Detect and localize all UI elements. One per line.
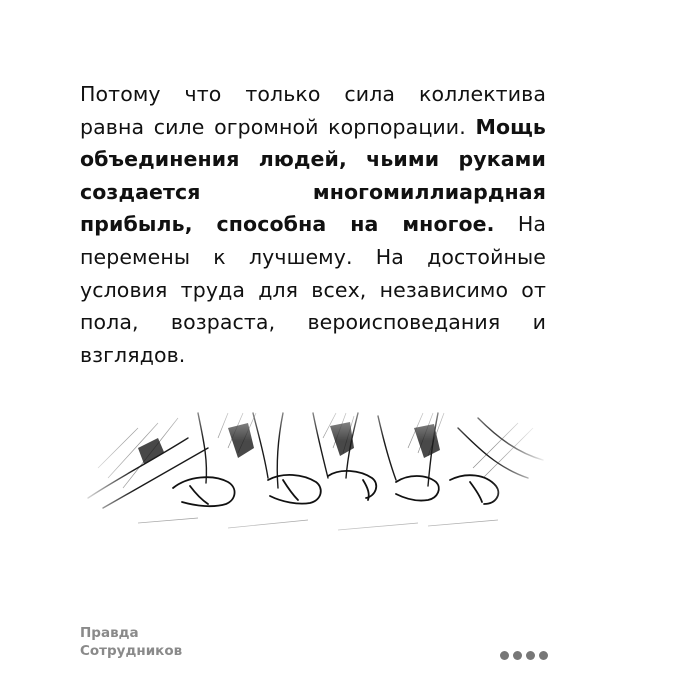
body-text-part2: На перемены к лучшему. На достойные условия труда для всех, независимо от пола, возраста, вероисповедания и взглядов. (80, 212, 546, 367)
pagination-dot (526, 651, 535, 660)
body-text-part1: Потому что только сила коллектива равна силе огромной корпорации. (80, 82, 546, 139)
pagination-dots (500, 651, 548, 660)
brand-line1: Правда (80, 625, 139, 641)
pagination-dot (500, 651, 509, 660)
brand-logo-text (80, 624, 182, 660)
pagination-dot (513, 651, 522, 660)
brand-line2: Сотрудников (80, 643, 183, 659)
hands-sketch-illustration (78, 408, 548, 540)
pagination-dot (539, 651, 548, 660)
body-text (80, 78, 546, 371)
body-text-bold: Мощь объединения людей, чьими руками создается многомиллиардная прибыль, способна на многое. (80, 114, 546, 237)
